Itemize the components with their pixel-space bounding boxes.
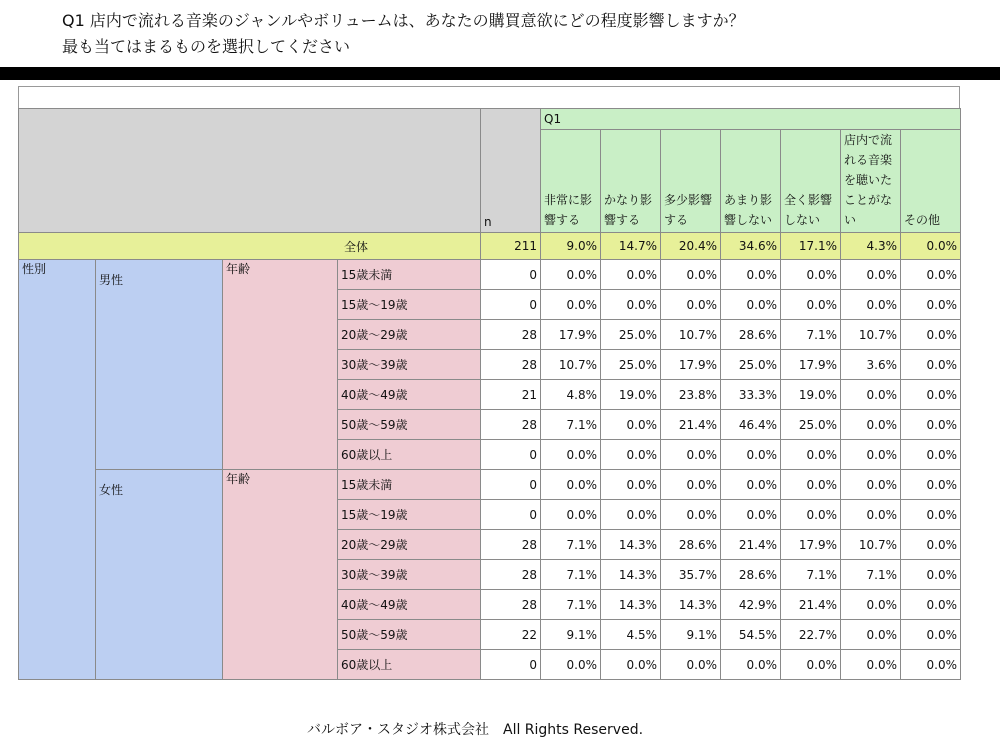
- row-value: 0.0%: [841, 500, 901, 530]
- row-value: 0.0%: [841, 260, 901, 290]
- age-bracket-label: 60歳以上: [338, 650, 481, 680]
- row-value: 0.0%: [841, 650, 901, 680]
- row-value: 35.7%: [661, 560, 721, 590]
- row-value: 7.1%: [781, 320, 841, 350]
- row-value: 0.0%: [841, 440, 901, 470]
- row-value: 0.0%: [901, 320, 961, 350]
- question-title-line1: Q1 店内で流れる音楽のジャンルやボリュームは、あなたの購買意欲にどの程度影響しますか？: [62, 11, 745, 30]
- row-value: 25.0%: [781, 410, 841, 440]
- age-bracket-label: 15歳未満: [338, 260, 481, 290]
- row-value: 0.0%: [601, 440, 661, 470]
- row-value: 0.0%: [841, 290, 901, 320]
- total-value: 34.6%: [721, 233, 781, 260]
- row-value: 28.6%: [661, 530, 721, 560]
- age-bracket-label: 15歳～19歳: [338, 500, 481, 530]
- total-value: 0.0%: [901, 233, 961, 260]
- row-value: 0.0%: [901, 620, 961, 650]
- row-value: 21.4%: [661, 410, 721, 440]
- column-header: あまり影響しない: [721, 130, 781, 233]
- row-n: 28: [481, 530, 541, 560]
- row-value: 0.0%: [661, 260, 721, 290]
- age-group-label: 年齢: [223, 470, 338, 680]
- row-value: 0.0%: [781, 260, 841, 290]
- row-n: 0: [481, 500, 541, 530]
- row-value: 0.0%: [721, 440, 781, 470]
- row-value: 7.1%: [841, 560, 901, 590]
- column-header: 店内で流れる音楽を聴いたことがない: [841, 130, 901, 233]
- total-value: 9.0%: [541, 233, 601, 260]
- row-n: 28: [481, 320, 541, 350]
- row-value: 33.3%: [721, 380, 781, 410]
- row-n: 0: [481, 260, 541, 290]
- row-value: 14.3%: [601, 560, 661, 590]
- row-value: 0.0%: [901, 380, 961, 410]
- row-value: 0.0%: [781, 500, 841, 530]
- crosstab-table: [18, 108, 961, 680]
- row-n: 28: [481, 410, 541, 440]
- total-value: 20.4%: [661, 233, 721, 260]
- row-value: 19.0%: [781, 380, 841, 410]
- row-value: 0.0%: [541, 470, 601, 500]
- row-value: 17.9%: [781, 530, 841, 560]
- age-group-label: 年齢: [223, 260, 338, 470]
- category-label: 性別: [19, 260, 96, 680]
- table-row: [19, 470, 961, 500]
- row-value: 0.0%: [661, 290, 721, 320]
- header-blank: [19, 109, 481, 233]
- header-divider-bar: [0, 67, 1000, 80]
- row-value: 0.0%: [601, 260, 661, 290]
- total-n: 211: [481, 233, 541, 260]
- row-value: 0.0%: [721, 500, 781, 530]
- row-value: 0.0%: [901, 530, 961, 560]
- row-value: 28.6%: [721, 320, 781, 350]
- question-title-line2: 最も当てはまるものを選択してください: [62, 37, 351, 56]
- row-value: 0.0%: [601, 410, 661, 440]
- row-value: 0.0%: [541, 500, 601, 530]
- question-title: [62, 8, 745, 60]
- row-value: 0.0%: [901, 560, 961, 590]
- age-bracket-label: 20歳～29歳: [338, 320, 481, 350]
- total-value: 14.7%: [601, 233, 661, 260]
- row-n: 28: [481, 590, 541, 620]
- row-value: 14.3%: [601, 530, 661, 560]
- row-value: 0.0%: [841, 410, 901, 440]
- row-value: 0.0%: [661, 500, 721, 530]
- row-value: 0.0%: [661, 650, 721, 680]
- row-value: 0.0%: [721, 470, 781, 500]
- row-n: 0: [481, 470, 541, 500]
- row-value: 0.0%: [781, 290, 841, 320]
- row-value: 0.0%: [901, 410, 961, 440]
- table-row: [19, 260, 961, 290]
- row-value: 0.0%: [901, 290, 961, 320]
- row-value: 0.0%: [661, 470, 721, 500]
- row-value: 17.9%: [781, 350, 841, 380]
- row-value: 25.0%: [721, 350, 781, 380]
- gender-label: 女性: [96, 470, 223, 680]
- row-value: 17.9%: [661, 350, 721, 380]
- row-value: 9.1%: [541, 620, 601, 650]
- row-value: 22.7%: [781, 620, 841, 650]
- column-header: 非常に影響する: [541, 130, 601, 233]
- row-value: 0.0%: [721, 650, 781, 680]
- row-value: 0.0%: [781, 650, 841, 680]
- row-value: 10.7%: [841, 320, 901, 350]
- row-value: 0.0%: [781, 470, 841, 500]
- row-value: 19.0%: [601, 380, 661, 410]
- row-value: 42.9%: [721, 590, 781, 620]
- row-value: 0.0%: [901, 590, 961, 620]
- column-header: 全く影響しない: [781, 130, 841, 233]
- row-value: 17.9%: [541, 320, 601, 350]
- row-value: 3.6%: [841, 350, 901, 380]
- row-value: 0.0%: [541, 440, 601, 470]
- table-frame: [18, 86, 960, 109]
- q1-header: Q1: [541, 109, 961, 130]
- row-value: 0.0%: [901, 500, 961, 530]
- row-value: 0.0%: [901, 350, 961, 380]
- row-value: 54.5%: [721, 620, 781, 650]
- row-value: 4.8%: [541, 380, 601, 410]
- row-value: 7.1%: [541, 590, 601, 620]
- row-value: 7.1%: [541, 410, 601, 440]
- row-value: 14.3%: [601, 590, 661, 620]
- row-value: 0.0%: [601, 470, 661, 500]
- copyright-footer: バルボア・スタジオ株式会社 All Rights Reserved.: [307, 722, 644, 738]
- row-value: 7.1%: [781, 560, 841, 590]
- row-value: 0.0%: [601, 500, 661, 530]
- row-value: 10.7%: [841, 530, 901, 560]
- row-value: 0.0%: [841, 590, 901, 620]
- row-value: 0.0%: [841, 380, 901, 410]
- row-value: 0.0%: [901, 650, 961, 680]
- row-value: 0.0%: [781, 440, 841, 470]
- age-bracket-label: 50歳～59歳: [338, 620, 481, 650]
- row-value: 23.8%: [661, 380, 721, 410]
- age-bracket-label: 60歳以上: [338, 440, 481, 470]
- row-value: 21.4%: [781, 590, 841, 620]
- row-value: 0.0%: [841, 620, 901, 650]
- row-value: 25.0%: [601, 350, 661, 380]
- age-bracket-label: 40歳～49歳: [338, 590, 481, 620]
- age-bracket-label: 15歳未満: [338, 470, 481, 500]
- row-value: 7.1%: [541, 560, 601, 590]
- row-value: 0.0%: [541, 290, 601, 320]
- total-value: 17.1%: [781, 233, 841, 260]
- row-n: 22: [481, 620, 541, 650]
- row-value: 0.0%: [541, 650, 601, 680]
- row-value: 0.0%: [901, 440, 961, 470]
- row-value: 0.0%: [601, 290, 661, 320]
- row-value: 28.6%: [721, 560, 781, 590]
- age-bracket-label: 50歳～59歳: [338, 410, 481, 440]
- row-value: 14.3%: [661, 590, 721, 620]
- row-value: 10.7%: [541, 350, 601, 380]
- n-header: n: [481, 109, 541, 233]
- row-n: 0: [481, 290, 541, 320]
- row-value: 21.4%: [721, 530, 781, 560]
- column-header: 多少影響する: [661, 130, 721, 233]
- row-value: 0.0%: [601, 650, 661, 680]
- row-n: 28: [481, 560, 541, 590]
- row-value: 7.1%: [541, 530, 601, 560]
- age-bracket-label: 15歳～19歳: [338, 290, 481, 320]
- column-header: かなり影響する: [601, 130, 661, 233]
- row-value: 0.0%: [841, 470, 901, 500]
- total-label: 全体: [19, 233, 481, 260]
- row-n: 0: [481, 650, 541, 680]
- row-value: 0.0%: [541, 260, 601, 290]
- row-n: 28: [481, 350, 541, 380]
- row-value: 0.0%: [901, 260, 961, 290]
- gender-label: 男性: [96, 260, 223, 470]
- row-value: 0.0%: [901, 470, 961, 500]
- row-value: 9.1%: [661, 620, 721, 650]
- row-value: 46.4%: [721, 410, 781, 440]
- row-value: 0.0%: [661, 440, 721, 470]
- total-row: [19, 233, 961, 260]
- row-value: 0.0%: [721, 290, 781, 320]
- age-bracket-label: 30歳～39歳: [338, 350, 481, 380]
- row-value: 10.7%: [661, 320, 721, 350]
- age-bracket-label: 20歳～29歳: [338, 530, 481, 560]
- row-value: 25.0%: [601, 320, 661, 350]
- column-header: その他: [901, 130, 961, 233]
- total-value: 4.3%: [841, 233, 901, 260]
- age-bracket-label: 30歳～39歳: [338, 560, 481, 590]
- age-bracket-label: 40歳～49歳: [338, 380, 481, 410]
- row-n: 21: [481, 380, 541, 410]
- row-n: 0: [481, 440, 541, 470]
- row-value: 4.5%: [601, 620, 661, 650]
- row-value: 0.0%: [721, 260, 781, 290]
